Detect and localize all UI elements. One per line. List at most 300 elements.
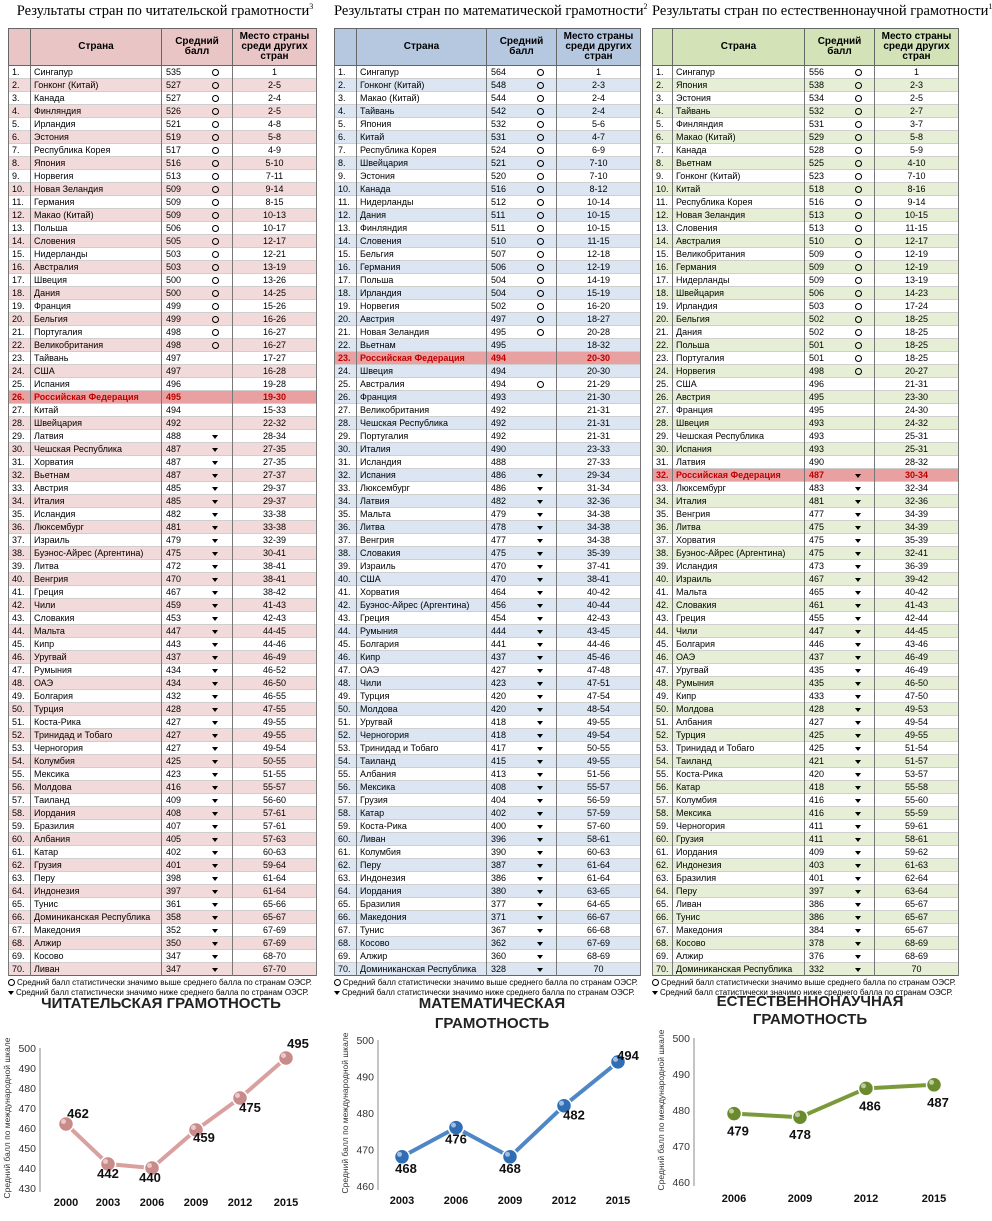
score-cell — [805, 157, 875, 170]
significantly-below-icon — [537, 851, 543, 855]
score-cell — [805, 170, 875, 183]
place-range: 12-17 — [233, 235, 317, 248]
score-value: 485 — [166, 496, 182, 506]
table-row — [653, 196, 959, 209]
data-label: 486 — [859, 1098, 881, 1114]
score-value: 498 — [166, 340, 182, 350]
table-row — [9, 547, 317, 560]
score-cell — [162, 924, 233, 937]
score-cell — [805, 898, 875, 911]
significantly-below-icon — [212, 552, 218, 556]
place-range: 56-60 — [233, 794, 317, 807]
score-value: 470 — [166, 574, 182, 584]
row-number: 67. — [335, 924, 357, 937]
data-point-highlight — [235, 1093, 240, 1098]
country-name: Нидерланды — [357, 196, 487, 209]
table-row — [335, 456, 641, 469]
score-value: 516 — [166, 158, 182, 168]
table-row — [335, 755, 641, 768]
score-value: 461 — [809, 600, 825, 610]
place-range: 67-69 — [233, 924, 317, 937]
score-cell — [162, 898, 233, 911]
row-number: 66. — [653, 911, 673, 924]
country-name: Норвегия — [673, 365, 805, 378]
table-row — [653, 638, 959, 651]
significantly-below-icon — [212, 708, 218, 712]
score-cell — [162, 391, 233, 404]
score-value: 403 — [809, 860, 825, 870]
place-range: 16-26 — [233, 313, 317, 326]
country-name: Республика Корея — [357, 144, 487, 157]
place-range: 55-59 — [875, 807, 959, 820]
score-cell — [487, 183, 557, 196]
row-number: 45. — [335, 638, 357, 651]
y-tick-label: 500 — [672, 1033, 690, 1045]
significantly-below-icon — [537, 942, 543, 946]
row-number: 38. — [9, 547, 31, 560]
significantly-below-icon — [212, 656, 218, 660]
place-range: 8-12 — [557, 183, 641, 196]
country-name: Грузия — [673, 833, 805, 846]
row-number: 23. — [335, 352, 357, 365]
score-value: 479 — [491, 509, 507, 519]
y-tick-label: 440 — [18, 1163, 36, 1175]
row-number: 8. — [9, 157, 31, 170]
score-value: 380 — [491, 886, 507, 896]
data-label: 487 — [927, 1094, 949, 1110]
score-value: 443 — [166, 639, 182, 649]
significantly-above-icon — [855, 303, 862, 310]
score-cell — [805, 313, 875, 326]
table-row — [653, 248, 959, 261]
significantly-above-icon — [855, 329, 862, 336]
place-range: 2-4 — [233, 92, 317, 105]
score-cell — [805, 326, 875, 339]
table-row — [335, 547, 641, 560]
score-value: 418 — [491, 717, 507, 727]
score-value: 475 — [166, 548, 182, 558]
table-row — [9, 131, 317, 144]
country-name: Молдова — [673, 703, 805, 716]
row-number: 11. — [335, 196, 357, 209]
table-row — [653, 742, 959, 755]
significantly-above-icon — [212, 303, 219, 310]
score-value: 511 — [491, 210, 506, 220]
place-range: 13-19 — [875, 274, 959, 287]
place-range: 27-35 — [233, 443, 317, 456]
data-label: 475 — [239, 1100, 261, 1115]
significantly-below-icon — [855, 513, 861, 517]
row-number: 7. — [9, 144, 31, 157]
row-number: 28. — [653, 417, 673, 430]
header-place: Место страны среди других стран — [875, 29, 959, 66]
score-value: 496 — [166, 379, 182, 389]
score-cell — [805, 339, 875, 352]
table-row — [653, 521, 959, 534]
row-number: 6. — [653, 131, 673, 144]
country-name: Япония — [357, 118, 487, 131]
country-name: Хорватия — [357, 586, 487, 599]
table-row — [9, 846, 317, 859]
place-range: 55-60 — [875, 794, 959, 807]
score-value: 495 — [809, 405, 825, 415]
place-range: 5-8 — [875, 131, 959, 144]
place-range: 43-46 — [875, 638, 959, 651]
place-range: 33-38 — [233, 508, 317, 521]
score-value: 482 — [491, 496, 507, 506]
country-name: Российская Федерация — [673, 469, 805, 482]
country-name: Ливан — [357, 833, 487, 846]
place-range: 13-26 — [233, 274, 317, 287]
significantly-below-icon — [212, 942, 218, 946]
significantly-below-icon — [537, 656, 543, 660]
row-number: 26. — [9, 391, 31, 404]
score-value: 487 — [809, 470, 825, 480]
place-range: 51-55 — [233, 768, 317, 781]
score-cell — [487, 742, 557, 755]
place-range: 58-61 — [557, 833, 641, 846]
x-tick-label: 2012 — [227, 1197, 253, 1209]
row-number: 31. — [653, 456, 673, 469]
score-value: 544 — [491, 93, 507, 103]
table-row — [653, 118, 959, 131]
place-range: 44-45 — [875, 625, 959, 638]
row-number: 10. — [653, 183, 673, 196]
country-name: Тайвань — [673, 105, 805, 118]
row-number: 24. — [335, 365, 357, 378]
score-cell — [162, 287, 233, 300]
place-range: 19-28 — [233, 378, 317, 391]
place-range: 23-33 — [557, 443, 641, 456]
x-tick-label: 2012 — [853, 1193, 879, 1205]
score-cell — [805, 248, 875, 261]
significantly-above-icon — [212, 277, 219, 284]
table-row — [335, 248, 641, 261]
data-point — [279, 1051, 294, 1066]
place-range: 43-45 — [557, 625, 641, 638]
score-value: 503 — [809, 301, 825, 311]
place-range: 70 — [875, 963, 959, 976]
score-cell — [487, 625, 557, 638]
country-name: Республика Корея — [673, 196, 805, 209]
place-range: 11-15 — [875, 222, 959, 235]
score-cell — [805, 911, 875, 924]
place-range: 10-14 — [557, 196, 641, 209]
row-number: 65. — [653, 898, 673, 911]
data-point-highlight — [929, 1080, 934, 1085]
country-name: Латвия — [357, 495, 487, 508]
table-row — [9, 248, 317, 261]
legend-above-text: Средний балл статистически значимо выше среднего балла по странам ОЭСР. — [17, 978, 312, 987]
score-cell — [487, 781, 557, 794]
score-cell — [805, 742, 875, 755]
country-name: Сингапур — [357, 66, 487, 79]
row-number: 59. — [335, 820, 357, 833]
table-row — [653, 768, 959, 781]
score-value: 387 — [491, 860, 507, 870]
country-name: Тринидад и Тобаго — [357, 742, 487, 755]
table-row — [335, 651, 641, 664]
data-point — [927, 1077, 942, 1092]
country-name: Колумбия — [357, 846, 487, 859]
score-cell — [487, 755, 557, 768]
row-number: 3. — [9, 92, 31, 105]
score-cell — [487, 638, 557, 651]
place-range: 65-67 — [875, 898, 959, 911]
table-row — [653, 755, 959, 768]
country-name: Макао (Китай) — [357, 92, 487, 105]
score-cell — [805, 794, 875, 807]
row-number: 56. — [335, 781, 357, 794]
country-name: Словения — [673, 222, 805, 235]
country-name: Новая Зеландия — [357, 326, 487, 339]
score-cell — [162, 586, 233, 599]
score-value: 504 — [491, 288, 507, 298]
table-row — [9, 664, 317, 677]
score-value: 328 — [491, 964, 507, 974]
significantly-below-icon — [855, 487, 861, 491]
significantly-below-icon — [855, 604, 861, 608]
score-value: 350 — [166, 938, 182, 948]
country-name: Литва — [31, 560, 162, 573]
significantly-below-icon — [855, 630, 861, 634]
country-name: Турция — [673, 729, 805, 742]
country-name: Люксембург — [357, 482, 487, 495]
score-cell — [162, 794, 233, 807]
country-name: Польша — [31, 222, 162, 235]
significantly-below-icon — [537, 747, 543, 751]
significantly-above-icon — [212, 290, 219, 297]
score-cell — [487, 859, 557, 872]
row-number: 45. — [653, 638, 673, 651]
row-number: 19. — [335, 300, 357, 313]
row-number: 4. — [653, 105, 673, 118]
country-name: Люксембург — [31, 521, 162, 534]
country-name: Алжир — [357, 950, 487, 963]
significantly-below-icon — [537, 526, 543, 530]
score-value: 492 — [491, 431, 507, 441]
significantly-below-icon — [855, 747, 861, 751]
score-value: 493 — [491, 392, 507, 402]
score-value: 417 — [491, 743, 507, 753]
table-row — [653, 872, 959, 885]
score-cell — [162, 729, 233, 742]
score-value: 521 — [166, 119, 182, 129]
panel-title-footnote: 2 — [643, 2, 648, 11]
score-value: 495 — [491, 327, 507, 337]
significantly-above-icon — [212, 69, 219, 76]
row-number: 5. — [653, 118, 673, 131]
score-value: 362 — [491, 938, 507, 948]
row-number: 43. — [335, 612, 357, 625]
score-cell — [162, 664, 233, 677]
y-tick-label: 460 — [672, 1177, 690, 1189]
table-row — [335, 820, 641, 833]
place-range: 17-27 — [233, 352, 317, 365]
table-row — [335, 729, 641, 742]
country-name: Литва — [673, 521, 805, 534]
place-range: 63-65 — [557, 885, 641, 898]
score-cell — [805, 274, 875, 287]
country-name: Гонконг (Китай) — [673, 170, 805, 183]
place-range: 49-55 — [557, 755, 641, 768]
country-name: Иордания — [357, 885, 487, 898]
country-name: Коста-Рика — [673, 768, 805, 781]
place-range: 57-59 — [557, 807, 641, 820]
score-cell — [487, 911, 557, 924]
score-cell — [487, 248, 557, 261]
significantly-below-icon — [537, 734, 543, 738]
table-row — [653, 729, 959, 742]
score-cell — [162, 170, 233, 183]
country-name: Эстония — [357, 170, 487, 183]
table-row — [9, 326, 317, 339]
place-range: 21-31 — [557, 417, 641, 430]
score-value: 411 — [809, 821, 824, 831]
row-number: 66. — [9, 911, 31, 924]
ranking-table — [652, 28, 959, 976]
score-cell — [805, 482, 875, 495]
score-value: 502 — [809, 327, 825, 337]
country-name: Индонезия — [31, 885, 162, 898]
country-name: Колумбия — [31, 755, 162, 768]
data-point — [859, 1081, 874, 1096]
significantly-below-icon — [212, 929, 218, 933]
score-value: 404 — [491, 795, 507, 805]
significantly-below-icon — [212, 487, 218, 491]
place-range: 51-54 — [875, 742, 959, 755]
country-name: Швеция — [357, 365, 487, 378]
country-name: Хорватия — [31, 456, 162, 469]
significantly-above-icon — [855, 238, 862, 245]
country-name: Грузия — [357, 794, 487, 807]
country-name: Макао (Китай) — [673, 131, 805, 144]
score-value: 347 — [166, 964, 182, 974]
table-row — [9, 274, 317, 287]
country-name: Доминиканская Республика — [673, 963, 805, 976]
series-line — [402, 1062, 618, 1157]
place-range: 57-61 — [233, 820, 317, 833]
table-row — [653, 846, 959, 859]
significantly-below-icon — [537, 513, 543, 517]
country-name: Бразилия — [31, 820, 162, 833]
table-row — [653, 365, 959, 378]
country-name: Португалия — [357, 430, 487, 443]
score-cell — [805, 79, 875, 92]
country-name: Китай — [673, 183, 805, 196]
country-name: Израиль — [673, 573, 805, 586]
significantly-below-icon — [855, 682, 861, 686]
score-cell — [805, 807, 875, 820]
country-name: Иордания — [673, 846, 805, 859]
table-row — [653, 560, 959, 573]
country-name: Румыния — [31, 664, 162, 677]
score-cell — [487, 274, 557, 287]
table-row — [653, 261, 959, 274]
row-number: 63. — [9, 872, 31, 885]
score-cell — [805, 703, 875, 716]
score-cell — [487, 170, 557, 183]
row-number: 22. — [653, 339, 673, 352]
row-number: 33. — [653, 482, 673, 495]
score-cell — [805, 560, 875, 573]
score-value: 532 — [491, 119, 507, 129]
significantly-below-icon — [855, 825, 861, 829]
score-value: 503 — [166, 262, 182, 272]
place-range: 42-43 — [233, 612, 317, 625]
score-value: 441 — [491, 639, 507, 649]
place-range: 7-10 — [557, 170, 641, 183]
table-row — [335, 391, 641, 404]
place-range: 42-44 — [875, 612, 959, 625]
significantly-above-icon — [855, 82, 862, 89]
score-cell — [487, 404, 557, 417]
table-row — [335, 716, 641, 729]
score-value: 454 — [491, 613, 507, 623]
score-cell — [805, 261, 875, 274]
row-number: 17. — [335, 274, 357, 287]
country-name: Бельгия — [357, 248, 487, 261]
significantly-below-icon — [212, 916, 218, 920]
table-row — [653, 586, 959, 599]
row-number: 50. — [335, 703, 357, 716]
score-value: 459 — [166, 600, 182, 610]
country-name: Черногория — [31, 742, 162, 755]
table-row — [9, 963, 317, 976]
significantly-below-icon — [212, 864, 218, 868]
place-range: 5-10 — [233, 157, 317, 170]
x-tick-label: 2006 — [721, 1193, 747, 1205]
place-range: 7-11 — [233, 170, 317, 183]
table-row — [9, 183, 317, 196]
table-row — [335, 222, 641, 235]
score-cell — [805, 872, 875, 885]
place-range: 21-30 — [557, 391, 641, 404]
score-cell — [162, 92, 233, 105]
significantly-below-icon — [855, 786, 861, 790]
table-row — [653, 937, 959, 950]
row-number: 19. — [9, 300, 31, 313]
score-value: 447 — [166, 626, 182, 636]
x-tick-label: 2015 — [921, 1193, 947, 1205]
row-number: 38. — [653, 547, 673, 560]
significantly-above-icon — [855, 316, 862, 323]
data-label: 482 — [563, 1107, 585, 1123]
significantly-above-icon — [855, 147, 862, 154]
country-name: Черногория — [357, 729, 487, 742]
table-row — [9, 534, 317, 547]
place-range: 9-14 — [875, 196, 959, 209]
significantly-below-icon — [537, 916, 543, 920]
score-cell — [162, 859, 233, 872]
table-row — [653, 703, 959, 716]
data-label: 468 — [499, 1160, 521, 1176]
place-range: 21-31 — [875, 378, 959, 391]
table-row — [335, 209, 641, 222]
score-value: 487 — [166, 457, 182, 467]
place-range: 38-42 — [233, 586, 317, 599]
score-cell — [162, 118, 233, 131]
score-value: 481 — [809, 496, 825, 506]
table-row — [335, 924, 641, 937]
table-row — [653, 794, 959, 807]
table-row — [335, 872, 641, 885]
significantly-above-icon — [537, 303, 544, 310]
significantly-below-icon — [537, 864, 543, 868]
score-value: 516 — [491, 184, 507, 194]
significantly-above-icon — [212, 134, 219, 141]
row-number: 49. — [335, 690, 357, 703]
